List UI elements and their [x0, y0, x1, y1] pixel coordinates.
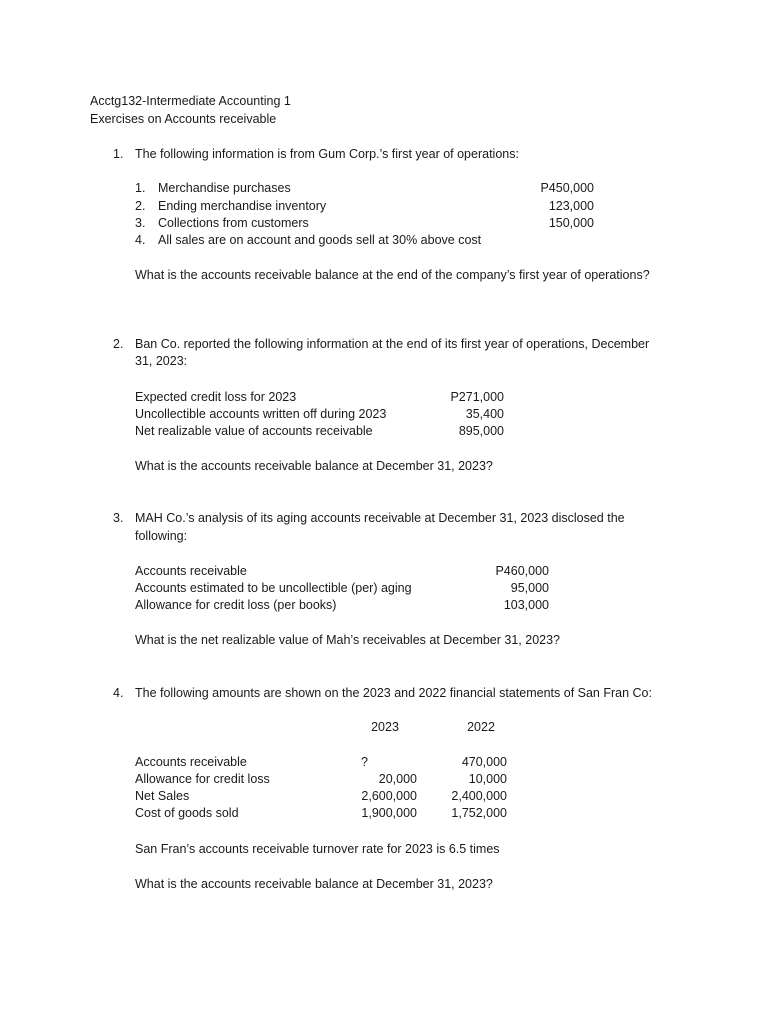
q4-row-label: Accounts receivable [135, 755, 247, 769]
q2-item-amount: 895,000 [458, 424, 504, 438]
q2-item-amount: P271,000 [450, 390, 504, 404]
q1-item-amount: 123,000 [548, 199, 594, 213]
column-header-2023: 2023 [371, 720, 399, 734]
q2-item-label: Uncollectible accounts written off during 2023 [135, 407, 387, 421]
q4-row-label: Cost of goods sold [135, 806, 239, 820]
column-header-2022: 2022 [467, 720, 495, 734]
q1-item-number: 2. [135, 199, 146, 213]
q4-value-2023: 20,000 [378, 772, 417, 786]
course-title: Acctg132-Intermediate Accounting 1 [90, 94, 291, 108]
document-subtitle: Exercises on Accounts receivable [90, 112, 277, 126]
q1-item-number: 3. [135, 216, 146, 230]
q3-item-amount: 95,000 [510, 581, 549, 595]
q4-value-2022: 10,000 [468, 772, 507, 786]
question-3-intro-cont: following: [135, 529, 188, 543]
q2-item-label: Expected credit loss for 2023 [135, 390, 297, 404]
question-2-intro: Ban Co. reported the following information at the end of its first year of operations, December [135, 337, 650, 351]
question-2-intro-cont: 31, 2023: [135, 354, 188, 368]
question-4-intro: The following amounts are shown on the 2023 and 2022 financial statements of San Fran Co: [135, 686, 652, 700]
q1-item-label: Merchandise purchases [158, 181, 291, 195]
q3-item-amount: P460,000 [495, 564, 549, 578]
question-4-number: 4. [113, 686, 124, 700]
question-3-intro: MAH Co.’s analysis of its aging accounts receivable at December 31, 2023 disclosed the [135, 511, 625, 525]
q4-value-2023: 1,900,000 [361, 806, 417, 820]
q3-item-amount: 103,000 [503, 598, 549, 612]
q3-item-label: Accounts estimated to be uncollectible (per) aging [135, 581, 412, 595]
q1-item-amount: 150,000 [548, 216, 594, 230]
q1-item-label: Ending merchandise inventory [158, 199, 327, 213]
question-1-intro: The following information is from Gum Corp.’s first year of operations: [135, 147, 519, 161]
q4-value-2023: ? [361, 755, 368, 769]
question-1-prompt: What is the accounts receivable balance at the end of the company’s first year of operations? [135, 268, 650, 282]
q4-row-label: Allowance for credit loss [135, 772, 270, 786]
question-4-note: San Fran’s accounts receivable turnover rate for 2023 is 6.5 times [135, 842, 500, 856]
q4-value-2022: 1,752,000 [451, 806, 507, 820]
q4-row-label: Net Sales [135, 789, 190, 803]
q4-value-2022: 2,400,000 [451, 789, 507, 803]
q1-item-label: All sales are on account and goods sell at 30% above cost [158, 233, 482, 247]
q1-item-amount: P450,000 [540, 181, 594, 195]
question-2-prompt: What is the accounts receivable balance at December 31, 2023? [135, 459, 493, 473]
question-3-prompt: What is the net realizable value of Mah’s receivables at December 31, 2023? [135, 633, 561, 647]
question-1-number: 1. [113, 147, 124, 161]
q4-value-2023: 2,600,000 [361, 789, 417, 803]
q1-item-label: Collections from customers [158, 216, 309, 230]
question-4-prompt: What is the accounts receivable balance at December 31, 2023? [135, 877, 493, 891]
q1-item-number: 1. [135, 181, 146, 195]
q3-item-label: Accounts receivable [135, 564, 247, 578]
question-2-number: 2. [113, 337, 124, 351]
q2-item-amount: 35,400 [465, 407, 504, 421]
q3-item-label: Allowance for credit loss (per books) [135, 598, 337, 612]
q4-value-2022: 470,000 [461, 755, 507, 769]
q1-item-number: 4. [135, 233, 146, 247]
question-3-number: 3. [113, 511, 124, 525]
q2-item-label: Net realizable value of accounts receivable [135, 424, 373, 438]
